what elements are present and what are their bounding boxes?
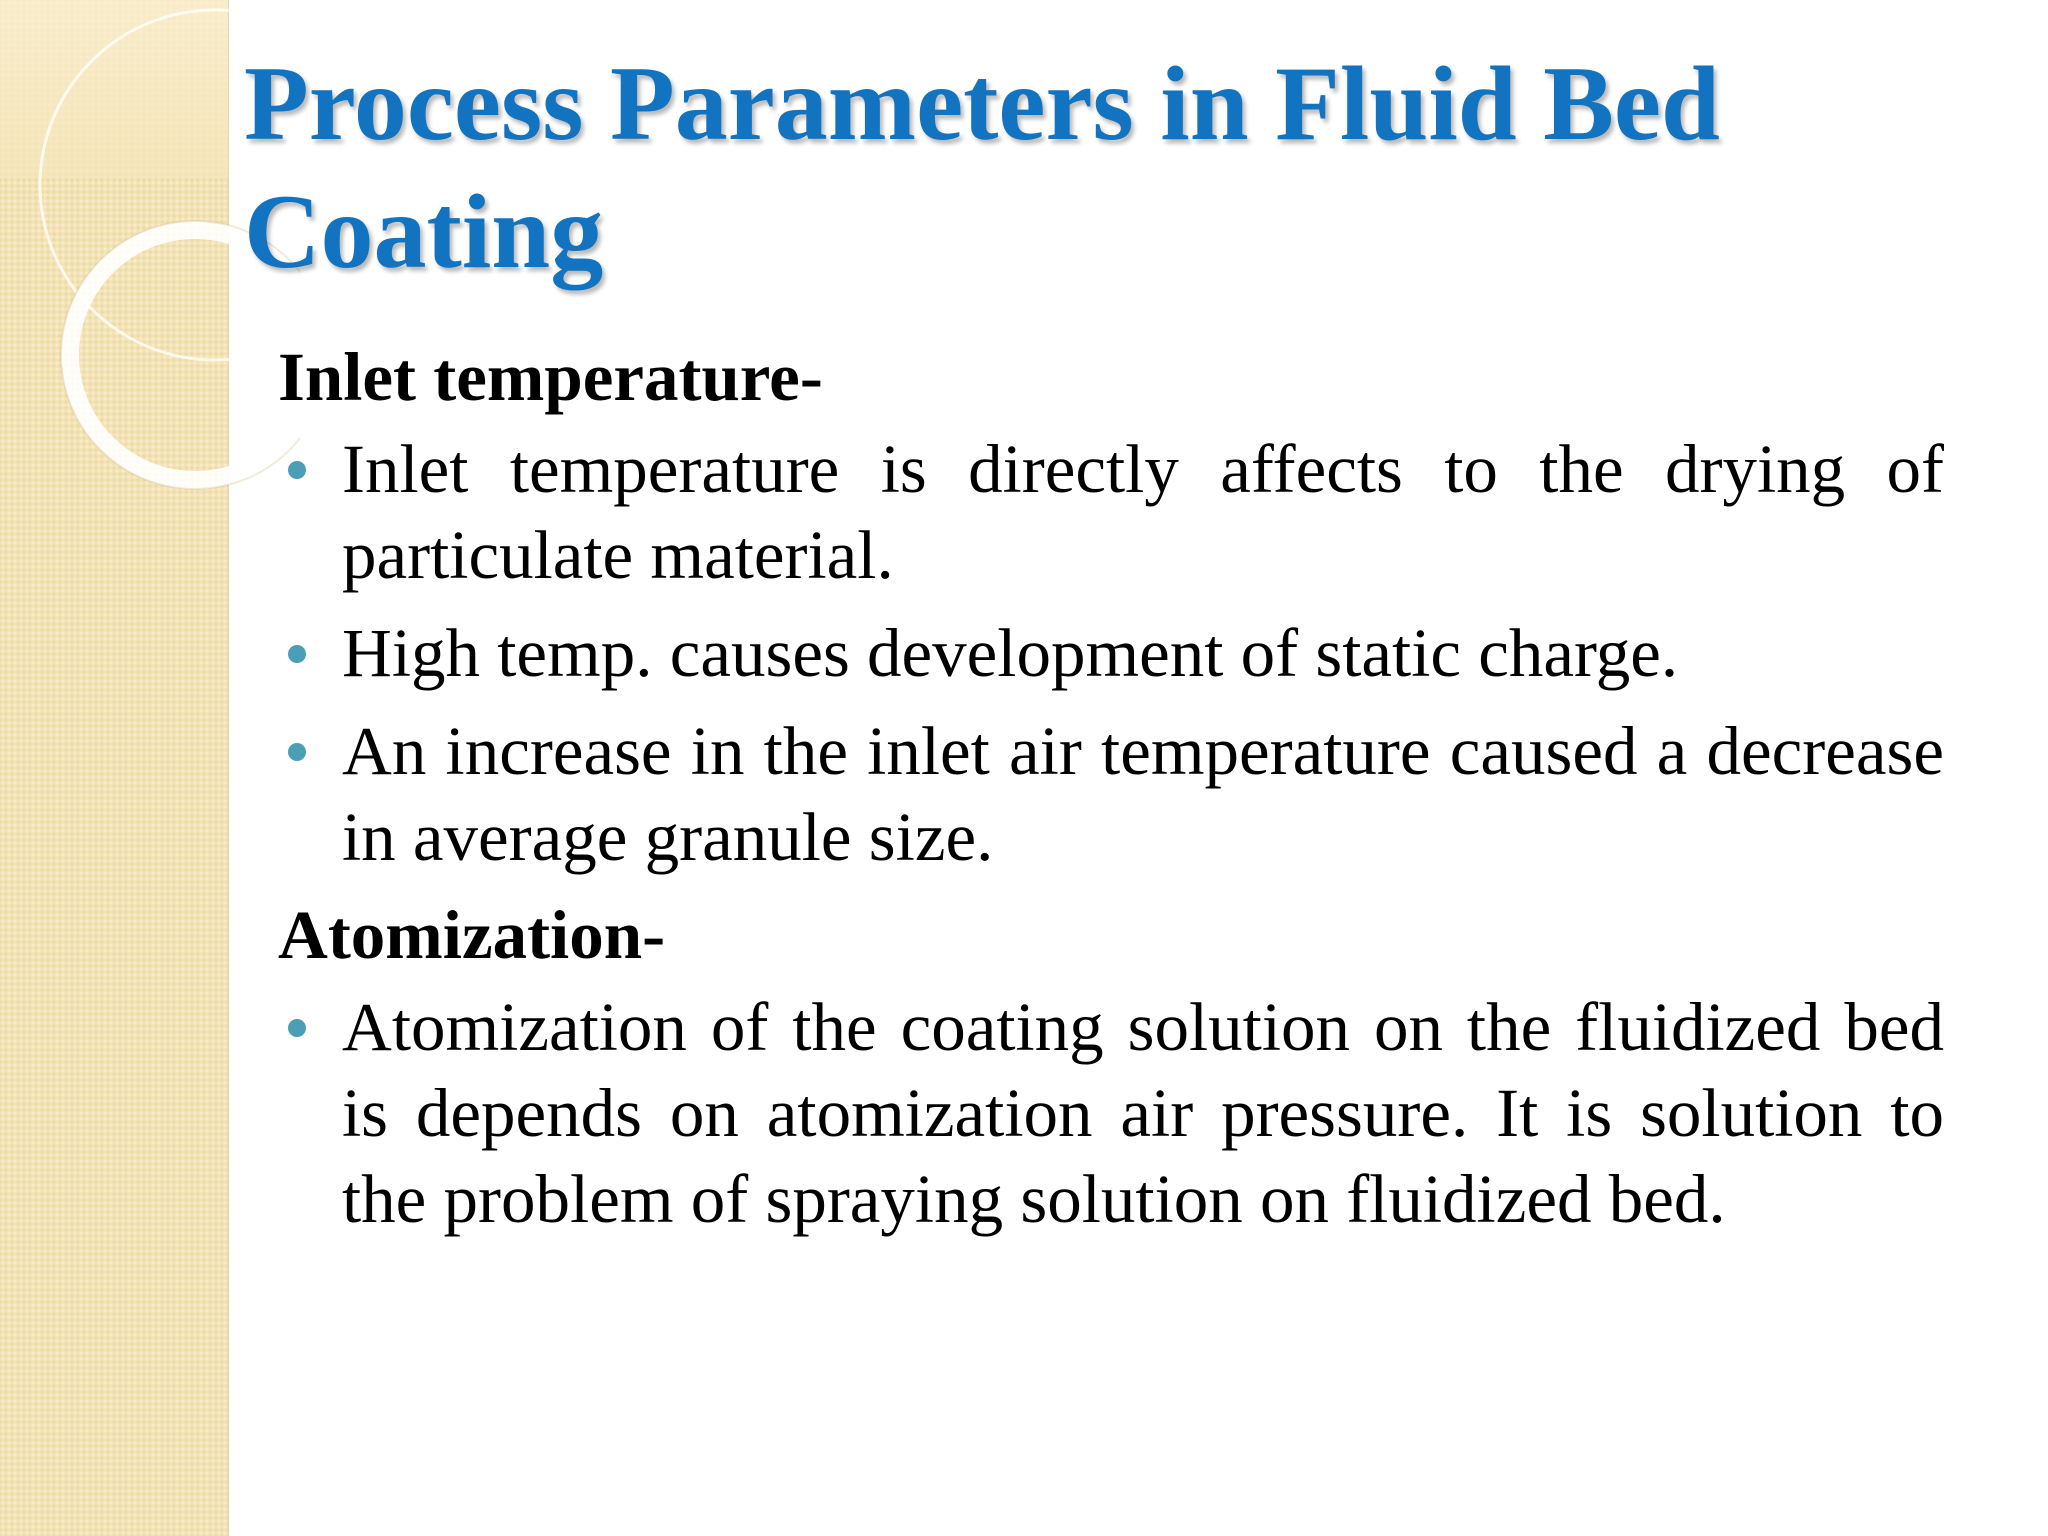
bullet-text: Atomization of the coating solution on the fluidized bed is depends on atomization air pressure. It is solution to the problem of spraying solution on fluidized bed. [342,989,1944,1237]
bullet-item [278,984,1944,1242]
bullet-list-atomization [278,984,1944,1242]
title-area [244,40,1944,296]
decorative-sidebar [0,0,229,1536]
round-bullet-icon [288,743,306,761]
round-bullet-icon [288,1019,306,1037]
bullet-text: Inlet temperature is directly affects to the drying of particulate material. [342,431,1944,593]
sidebar-light-band [0,0,228,178]
bullet-text: High temp. causes development of static charge. [342,615,1679,691]
slide-title: Process Parameters in Fluid Bed Coating [244,45,1720,290]
slide-body [278,334,1944,1254]
bullet-item [278,708,1944,880]
round-bullet-icon [288,645,306,663]
bullet-item [278,426,1944,598]
round-bullet-icon [288,461,306,479]
section-heading-inlet-temperature: Inlet temperature- [278,339,823,415]
bullet-item [278,610,1944,696]
bullet-text: An increase in the inlet air temperature caused a decrease in average granule size. [342,713,1944,875]
section-heading-atomization: Atomization- [278,897,666,973]
bullet-list-inlet-temperature [278,426,1944,880]
